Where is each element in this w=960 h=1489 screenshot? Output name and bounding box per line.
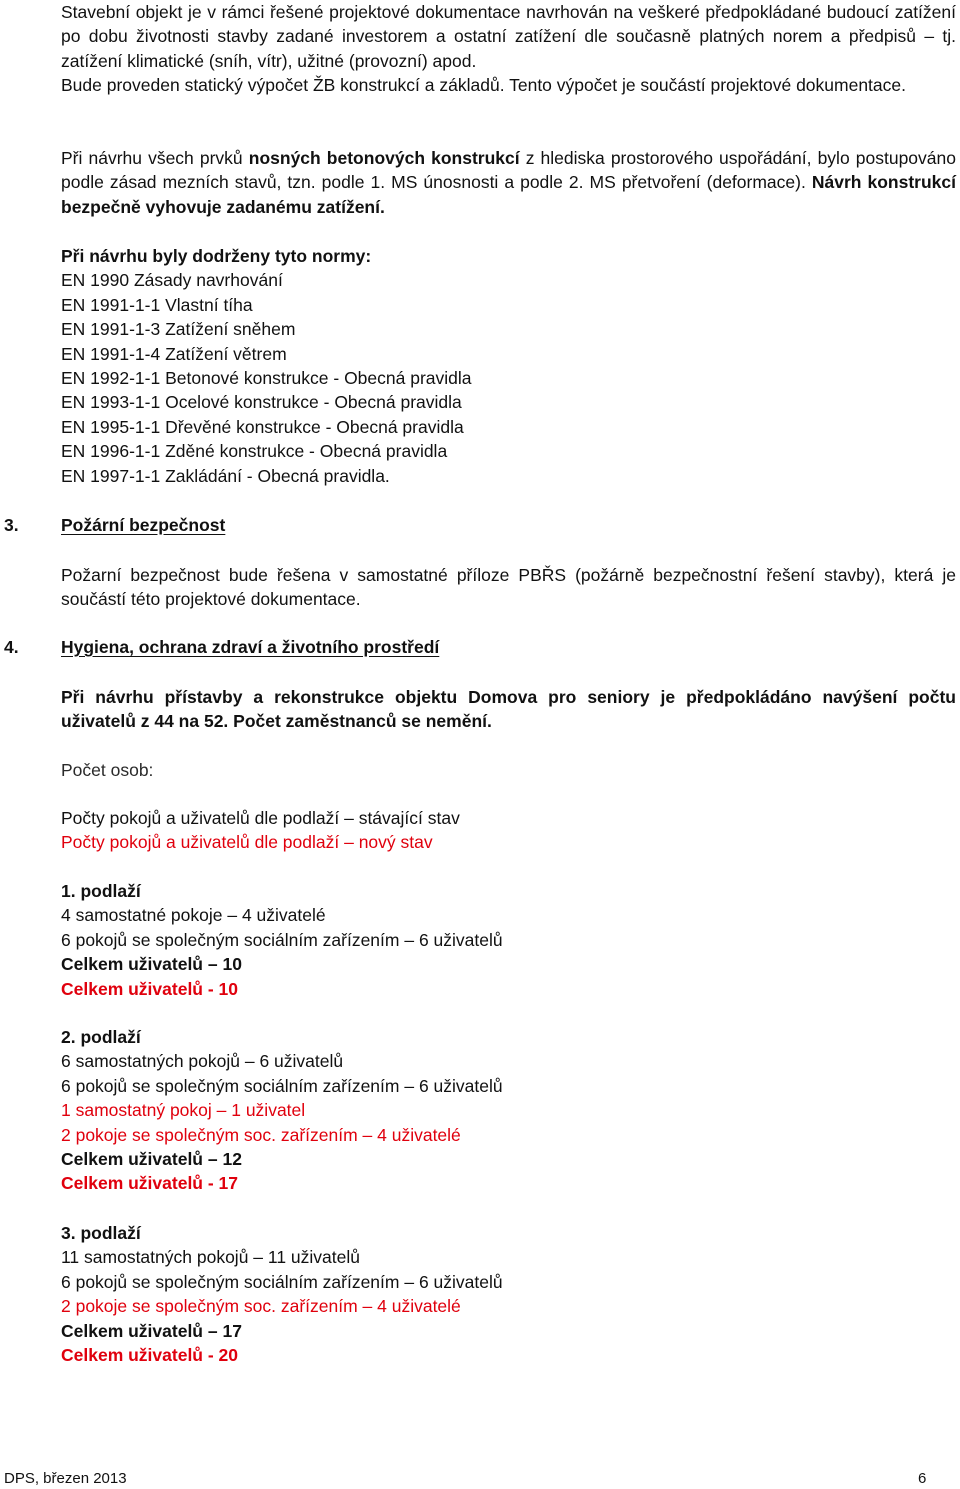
floor-1 (61, 879, 956, 1001)
legend (61, 806, 956, 855)
persons-label: Počet osob: (61, 760, 154, 780)
norm-item: EN 1991-1-3 Zatížení sněhem (61, 319, 296, 340)
floor-3-title: 3. podlaží (61, 1223, 141, 1243)
intro-text-3a: Při návrhu všech prvků (61, 148, 249, 168)
section-3-title: Požární bezpečnost (61, 515, 226, 535)
intro-paragraph-2 (61, 73, 956, 97)
floor-2-title: 2. podlaží (61, 1027, 141, 1047)
floor-1-line: 6 pokojů se společným sociálním zařízením – 6 uživatelů (61, 929, 503, 950)
section-4-lead-text: Při návrhu přístavby a rekonstrukce objektu Domova pro seniory je předpokládáno navýšení počtu uživatelů z 44 na 52. Počet zaměstnanců se nemění. (61, 687, 956, 732)
section-4-title: Hygiena, ochrana zdraví a životního prostředí (61, 637, 440, 657)
intro-text-3d: Návrh konstrukcí bezpečně vyhovuje zadanému zatížení. (61, 172, 957, 217)
norm-item: EN 1991-1-1 Vlastní tíha (61, 294, 253, 315)
floor-2-line: 6 pokojů se společným sociálním zařízením – 6 uživatelů (61, 1075, 503, 1096)
section-4-lead (61, 685, 956, 734)
section-3-body: Požarní bezpečnost bude řešena v samostatné příloze PBŘS (požárně bezpečnostní řešení stavby), která je součástí této projektové dokumentace. (61, 565, 956, 610)
norm-item: EN 1996-1-1 Zděné konstrukce - Obecná pravidla (61, 441, 448, 462)
floor-2-line-new: 1 samostatný pokoj – 1 uživatel (61, 1100, 306, 1121)
footer-left: DPS, březen 2013 (4, 1470, 127, 1487)
floor-1-line: 4 samostatné pokoje – 4 uživatelé (61, 905, 326, 926)
page-number: 6 (918, 1470, 927, 1487)
norm-item: EN 1997-1-1 Zakládání - Obecná pravidla. (61, 465, 390, 486)
floor-3-line: 6 pokojů se společným sociálním zařízením – 6 uživatelů (61, 1271, 503, 1292)
intro-text-2: Bude proveden statický výpočet ŽB konstrukcí a základů. Tento výpočet je součástí projektové dokumentace. (61, 75, 906, 95)
intro-paragraph-1 (61, 0, 956, 73)
intro-text-1: Stavební objekt je v rámci řešené projektové dokumentace navrhován na veškeré předpokládané budoucí zatížení po dobu životnosti stavby zadané investorem a ostatní zatížení dle současně platných norem a předpisů – tj. zatížení klimatické (sníh, vítr), užitné (provozní) apod. (61, 2, 956, 71)
section-3-text (61, 563, 956, 612)
floor-2 (61, 1025, 956, 1196)
floor-1-title: 1. podlaží (61, 881, 141, 901)
norm-item: EN 1992-1-1 Betonové konstrukce - Obecná pravidla (61, 368, 472, 389)
norm-item: EN 1995-1-1 Dřevěné konstrukce - Obecná pravidla (61, 416, 464, 437)
floor-3 (61, 1221, 956, 1367)
section-4-number: 4. (4, 637, 19, 657)
norm-item: EN 1993-1-1 Ocelové konstrukce - Obecná pravidla (61, 392, 462, 413)
norms-block (61, 244, 956, 488)
norm-item: EN 1991-1-4 Zatížení větrem (61, 343, 287, 364)
floor-3-line: 11 samostatných pokojů – 11 uživatelů (61, 1247, 360, 1268)
section-3-number: 3. (4, 515, 19, 535)
floor-3-total-new: Celkem uživatelů - 20 (61, 1345, 239, 1366)
floor-1-total-old: Celkem uživatelů – 10 (61, 954, 242, 975)
norm-item: EN 1990 Zásady navrhování (61, 270, 283, 291)
floor-2-total-old: Celkem uživatelů – 12 (61, 1149, 242, 1170)
floor-1-total-new: Celkem uživatelů - 10 (61, 978, 239, 999)
norms-heading: Při návrhu byly dodrženy tyto normy: (61, 246, 372, 266)
intro-text-3b: nosných betonových konstrukcí (248, 148, 520, 168)
legend-new-state: Počty pokojů a uživatelů dle podlaží – nový stav (61, 832, 433, 853)
intro-paragraph-3 (61, 146, 956, 219)
floor-3-line-new: 2 pokoje se společným soc. zařízením – 4 uživatelé (61, 1296, 461, 1317)
floor-3-total-old: Celkem uživatelů – 17 (61, 1320, 242, 1341)
legend-old-state: Počty pokojů a uživatelů dle podlaží – stávající stav (61, 808, 460, 828)
floor-2-total-new: Celkem uživatelů - 17 (61, 1173, 239, 1194)
floor-2-line: 6 samostatných pokojů – 6 uživatelů (61, 1051, 344, 1072)
floor-2-line-new: 2 pokoje se společným soc. zařízením – 4 uživatelé (61, 1124, 461, 1145)
intro-text-3c: z hlediska prostorového uspořádání, bylo postupováno podle zásad mezních stavů, tzn. podle 1. MS únosnosti a podle 2. MS přetvoření (deformace). (61, 148, 956, 193)
